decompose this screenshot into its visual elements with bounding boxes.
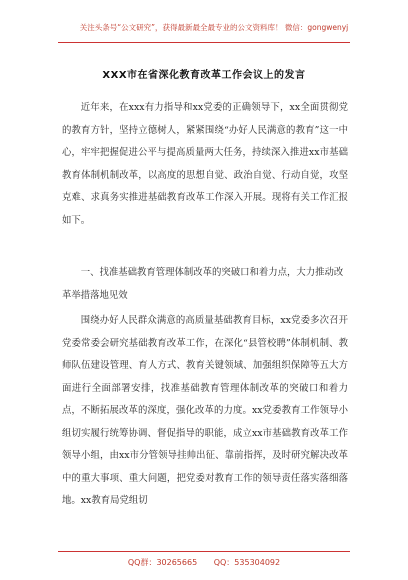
paragraph-1-text: 近年来，在xxx有力指导和xx党委的正确领导下，xx全面贯彻党的教育方针，坚持立德树人，紧紧围绕“办好人民满意的教育”这一中心，牢牢把握促进公平与提高质量两大任务，持续深入推进xx市基础教育体制机制改革，以高度的思想自觉、政治自觉、行动自觉，攻坚克难、求真务实推进基础教育改革工作深入开展。现将有关工作汇报如下。: [62, 102, 348, 226]
header-rule: [58, 42, 350, 43]
paragraph-1: [62, 97, 348, 232]
footer-rule: [58, 551, 350, 552]
header-banner: 关注头条号“公文研究”，获得最新最全最专业的公文资料库！ 微信：gongwenyj: [79, 23, 349, 32]
footer-contact: QQ群：30265665 QQ：535304092: [127, 558, 281, 567]
paragraph-2-text: 围绕办好人民群众满意的高质量基础教育目标，xx党委多次召开党委常委会研究基础教育改革工作，在深化“县管校聘”体制机制、教师队伍建设管理、育人方式、教育关键领域、加强组织保障等五大方面进行全面部署安排，找准基础教育管理体制改革的突破口和着力点，不断拓展改革的深度，强化改革的力度。xx党委教育工作领导小组切实履行统筹协调、督促指导的职能，成立xx市基础教育改革工作领导小组，由xx市分管领导挂帅出征、靠前指挥，及时研究解决改革中的重大事项、重大问题，把党委对教育工作的领导责任落实落细落地。xx教育局党组切: [62, 315, 348, 506]
document-title: XXX市在省深化教育改革工作会议上的发言: [102, 70, 306, 81]
section-heading-1-text: 一、找准基础教育管理体制改革的突破口和着力点，大力推动改革举措落地见效: [62, 267, 344, 301]
section-heading-1: [62, 262, 348, 307]
paragraph-2: [62, 310, 348, 513]
